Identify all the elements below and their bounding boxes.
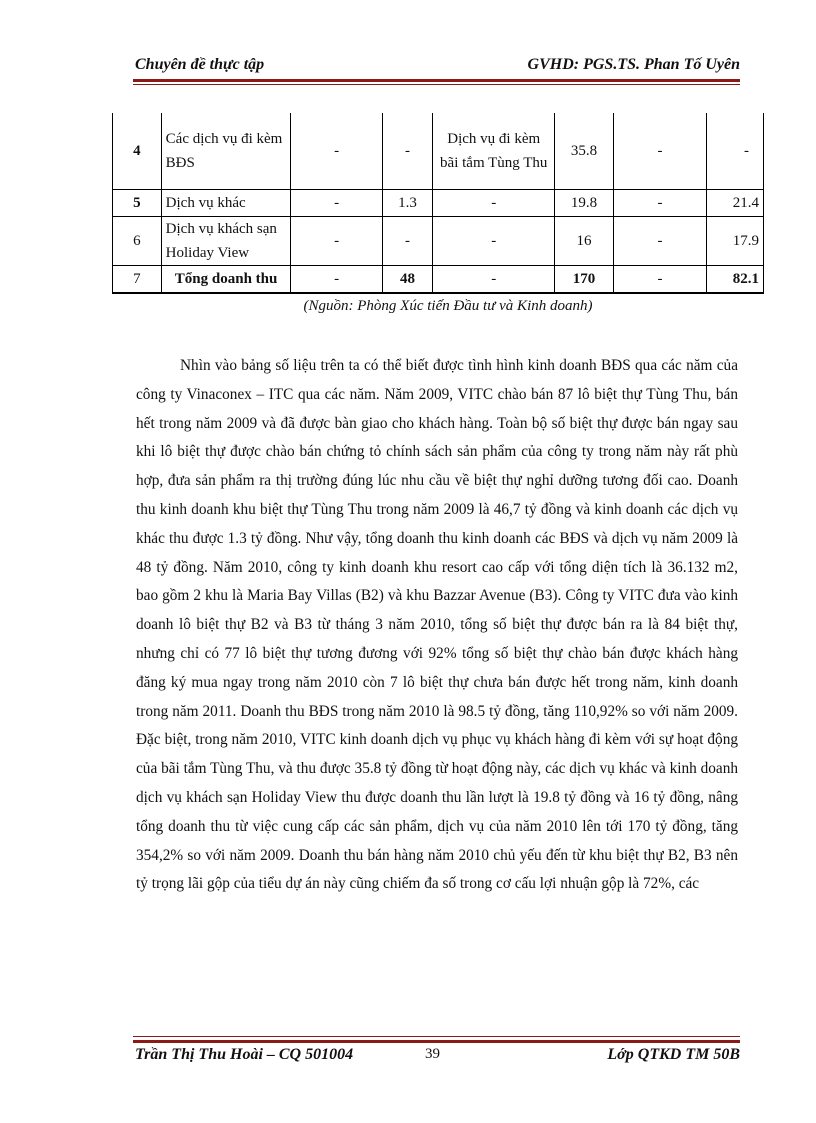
row-item: Tổng doanh thu [161, 266, 291, 294]
table-row [113, 113, 764, 190]
row-item: Dịch vụ khách sạn Holiday View [161, 217, 291, 266]
footer-author: Trần Thị Thu Hoài – CQ 501004 [135, 1046, 354, 1063]
header-title: Chuyên đề thực tập [135, 56, 265, 73]
row-number: 5 [113, 190, 162, 217]
cell: - [382, 217, 433, 266]
row-number: 6 [113, 217, 162, 266]
cell: - [433, 266, 555, 294]
cell: - [382, 113, 433, 190]
page-header [135, 54, 740, 78]
footer-class: Lớp QTKD TM 50B [607, 1046, 740, 1063]
cell: - [613, 266, 706, 294]
cell: - [291, 266, 382, 294]
cell: - [433, 190, 555, 217]
row-number: 7 [113, 266, 162, 294]
cell: 35.8 [555, 113, 614, 190]
cell: - [613, 217, 706, 266]
page-number: 39 [425, 1046, 440, 1062]
table-source-note: (Nguồn: Phòng Xúc tiến Đầu tư và Kinh doanh) [303, 298, 593, 314]
row-number: 4 [113, 113, 162, 190]
cell: 17.9 [707, 217, 764, 266]
cell: 82.1 [707, 266, 764, 294]
header-rule-thin [133, 84, 740, 85]
cell: - [291, 217, 382, 266]
cell: - [613, 113, 706, 190]
cell: - [613, 190, 706, 217]
page-footer [135, 1046, 740, 1070]
body-paragraph: Nhìn vào bảng số liệu trên ta có thể biết được tình hình kinh doanh BĐS qua các năm của công ty Vinaconex – ITC qua các năm. Năm 2009, VITC chào bán 87 lô biệt thự Tùng Thu, bán hết trong năm 2009 và đã được bàn giao cho khách hàng. Toàn bộ số biệt thự được bán ngay sau khi lô biệt thự được chào bán chứng tỏ chính sách sản phẩm của công ty trong năm này rất phù hợp, đưa sản phẩm ra thị trường đúng lúc nhu cầu về biệt thự nghỉ dưỡng tương đối cao. Doanh thu kinh doanh khu biệt thự Tùng Thu trong năm 2009 là 46,7 tỷ đồng và kinh doanh các dịch vụ khác thu được 1.3 tỷ đồng. Như vậy, tổng doanh thu kinh doanh các BĐS và dịch vụ năm 2009 là 48 tỷ đồng. Năm 2010, công ty kinh doanh khu resort cao cấp với tổng diện tích là 36.132 m2, bao gồm 2 khu là Maria Bay Villas (B2) và khu Bazzar Avenue (B3). Công ty VITC đưa vào kinh doanh lô biệt thự B2 và B3 từ tháng 3 năm 2010, tổng số biệt thự được bán ra là 84 biệt thự, nhưng chỉ có 77 lô biệt thự tương đương với 92% tổng số biệt thự chào bán được khách hàng đăng ký mua ngay trong năm 2010 còn 7 lô biệt thự chưa bán được hết trong năm, kinh doanh trong năm 2011. Doanh thu BĐS trong năm 2010 là 98.5 tỷ đồng, tăng 110,92% so với năm 2009. Đặc biệt, trong năm 2010, VITC kinh doanh dịch vụ phục vụ khách hàng đi kèm với sự hoạt động của bãi tắm Tùng Thu, và thu được 35.8 tỷ đồng từ hoạt động này, các dịch vụ khác và kinh doanh dịch vụ khách sạn Holiday View thu được doanh thu lần lượt là 19.8 tỷ đồng và 16 tỷ đồng, nâng tổng doanh thu từ việc cung cấp các sản phẩm, dịch vụ của năm 2010 lên tới 170 tỷ đồng, tăng 354,2% so với năm 2009. Doanh thu bán hàng năm 2010 chủ yếu đến từ khu biệt thự B2, B3 nên tỷ trọng lãi gộp của tiểu dự án này cũng chiếm đa số trong cơ cấu lợi nhuận gộp là 72%, các [136, 357, 738, 893]
cell: - [707, 113, 764, 190]
cell: - [433, 217, 555, 266]
cell: 48 [382, 266, 433, 294]
footer-rule-thick [133, 1040, 740, 1043]
table-row [113, 190, 764, 217]
cell: 19.8 [555, 190, 614, 217]
cell: 21.4 [707, 190, 764, 217]
cell: Dịch vụ đi kèm bãi tắm Tùng Thu [433, 113, 555, 190]
table-row [113, 217, 764, 266]
cell: 16 [555, 217, 614, 266]
row-item: Dịch vụ khác [161, 190, 291, 217]
cell: - [291, 190, 382, 217]
footer-rule-thin [133, 1036, 740, 1037]
header-supervisor: GVHD: PGS.TS. Phan Tố Uyên [527, 56, 740, 73]
revenue-table [112, 113, 764, 294]
cell: 1.3 [382, 190, 433, 217]
row-item: Các dịch vụ đi kèm BĐS [161, 113, 291, 190]
table-row-total [113, 266, 764, 294]
cell: - [291, 113, 382, 190]
cell: 170 [555, 266, 614, 294]
header-rule-thick [133, 79, 740, 82]
